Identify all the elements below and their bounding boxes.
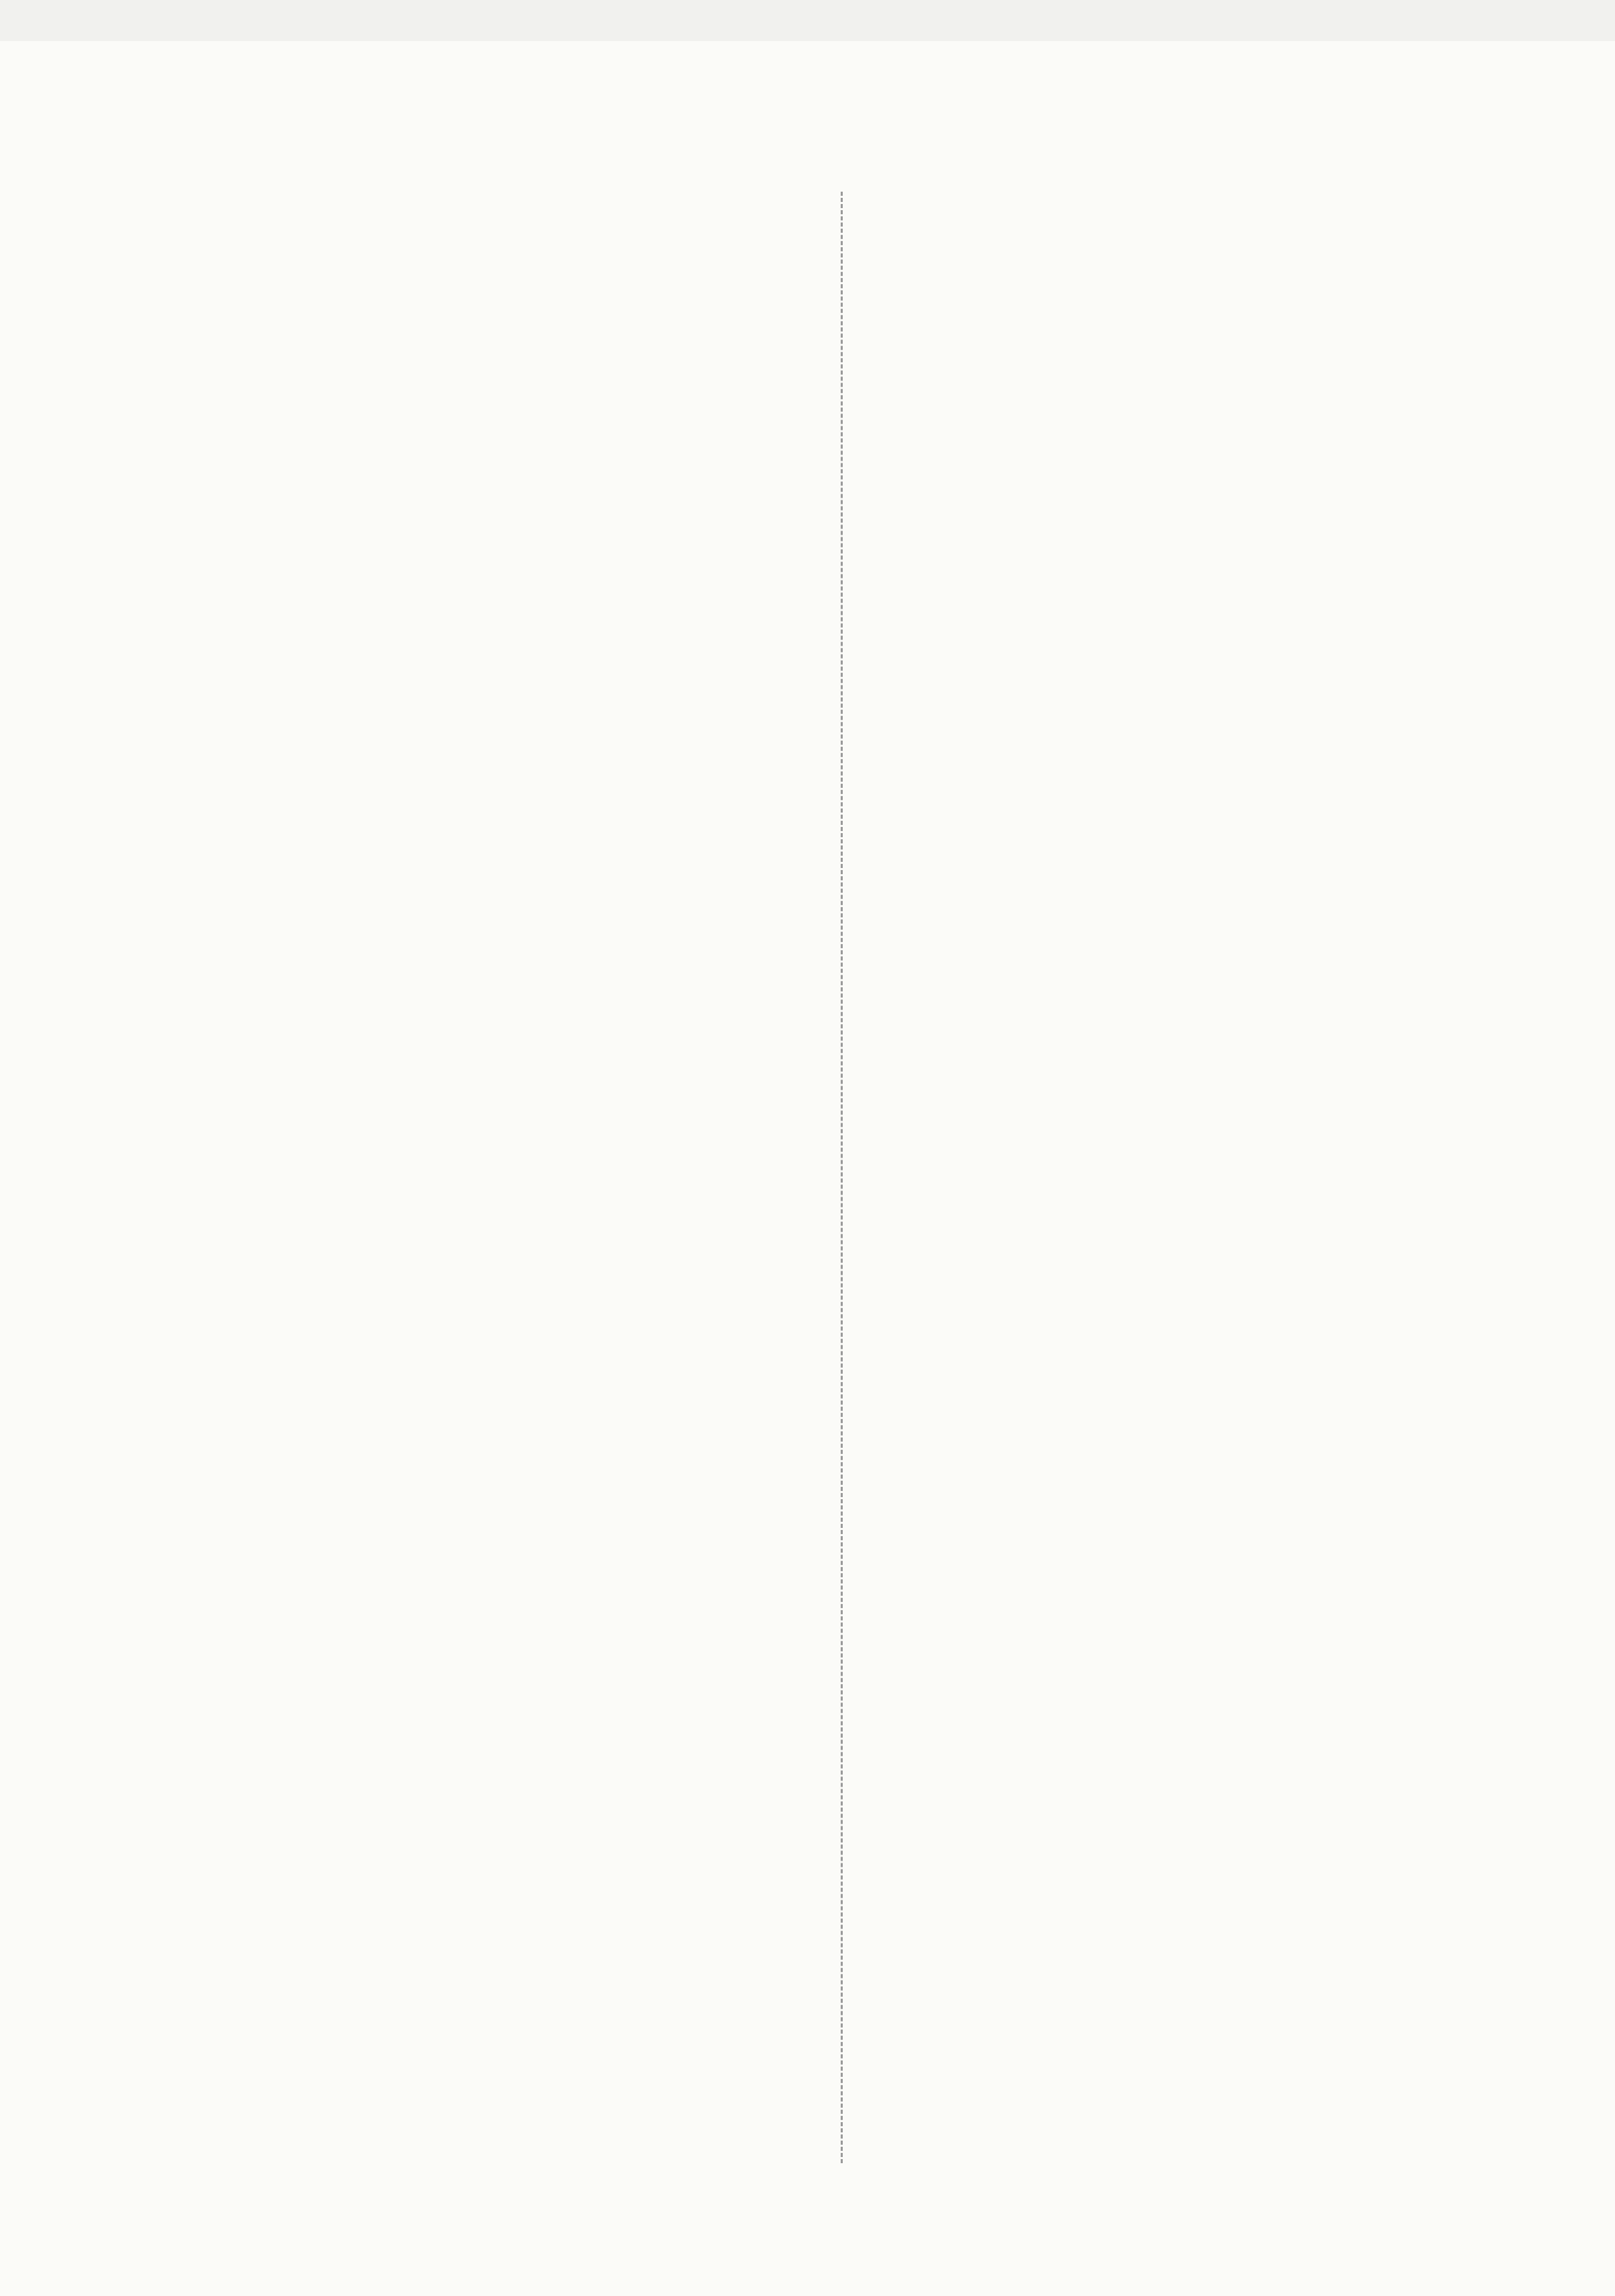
column-divider bbox=[841, 192, 843, 2163]
binding-edge bbox=[1587, 185, 1597, 2156]
page-top-edge bbox=[0, 0, 1615, 41]
